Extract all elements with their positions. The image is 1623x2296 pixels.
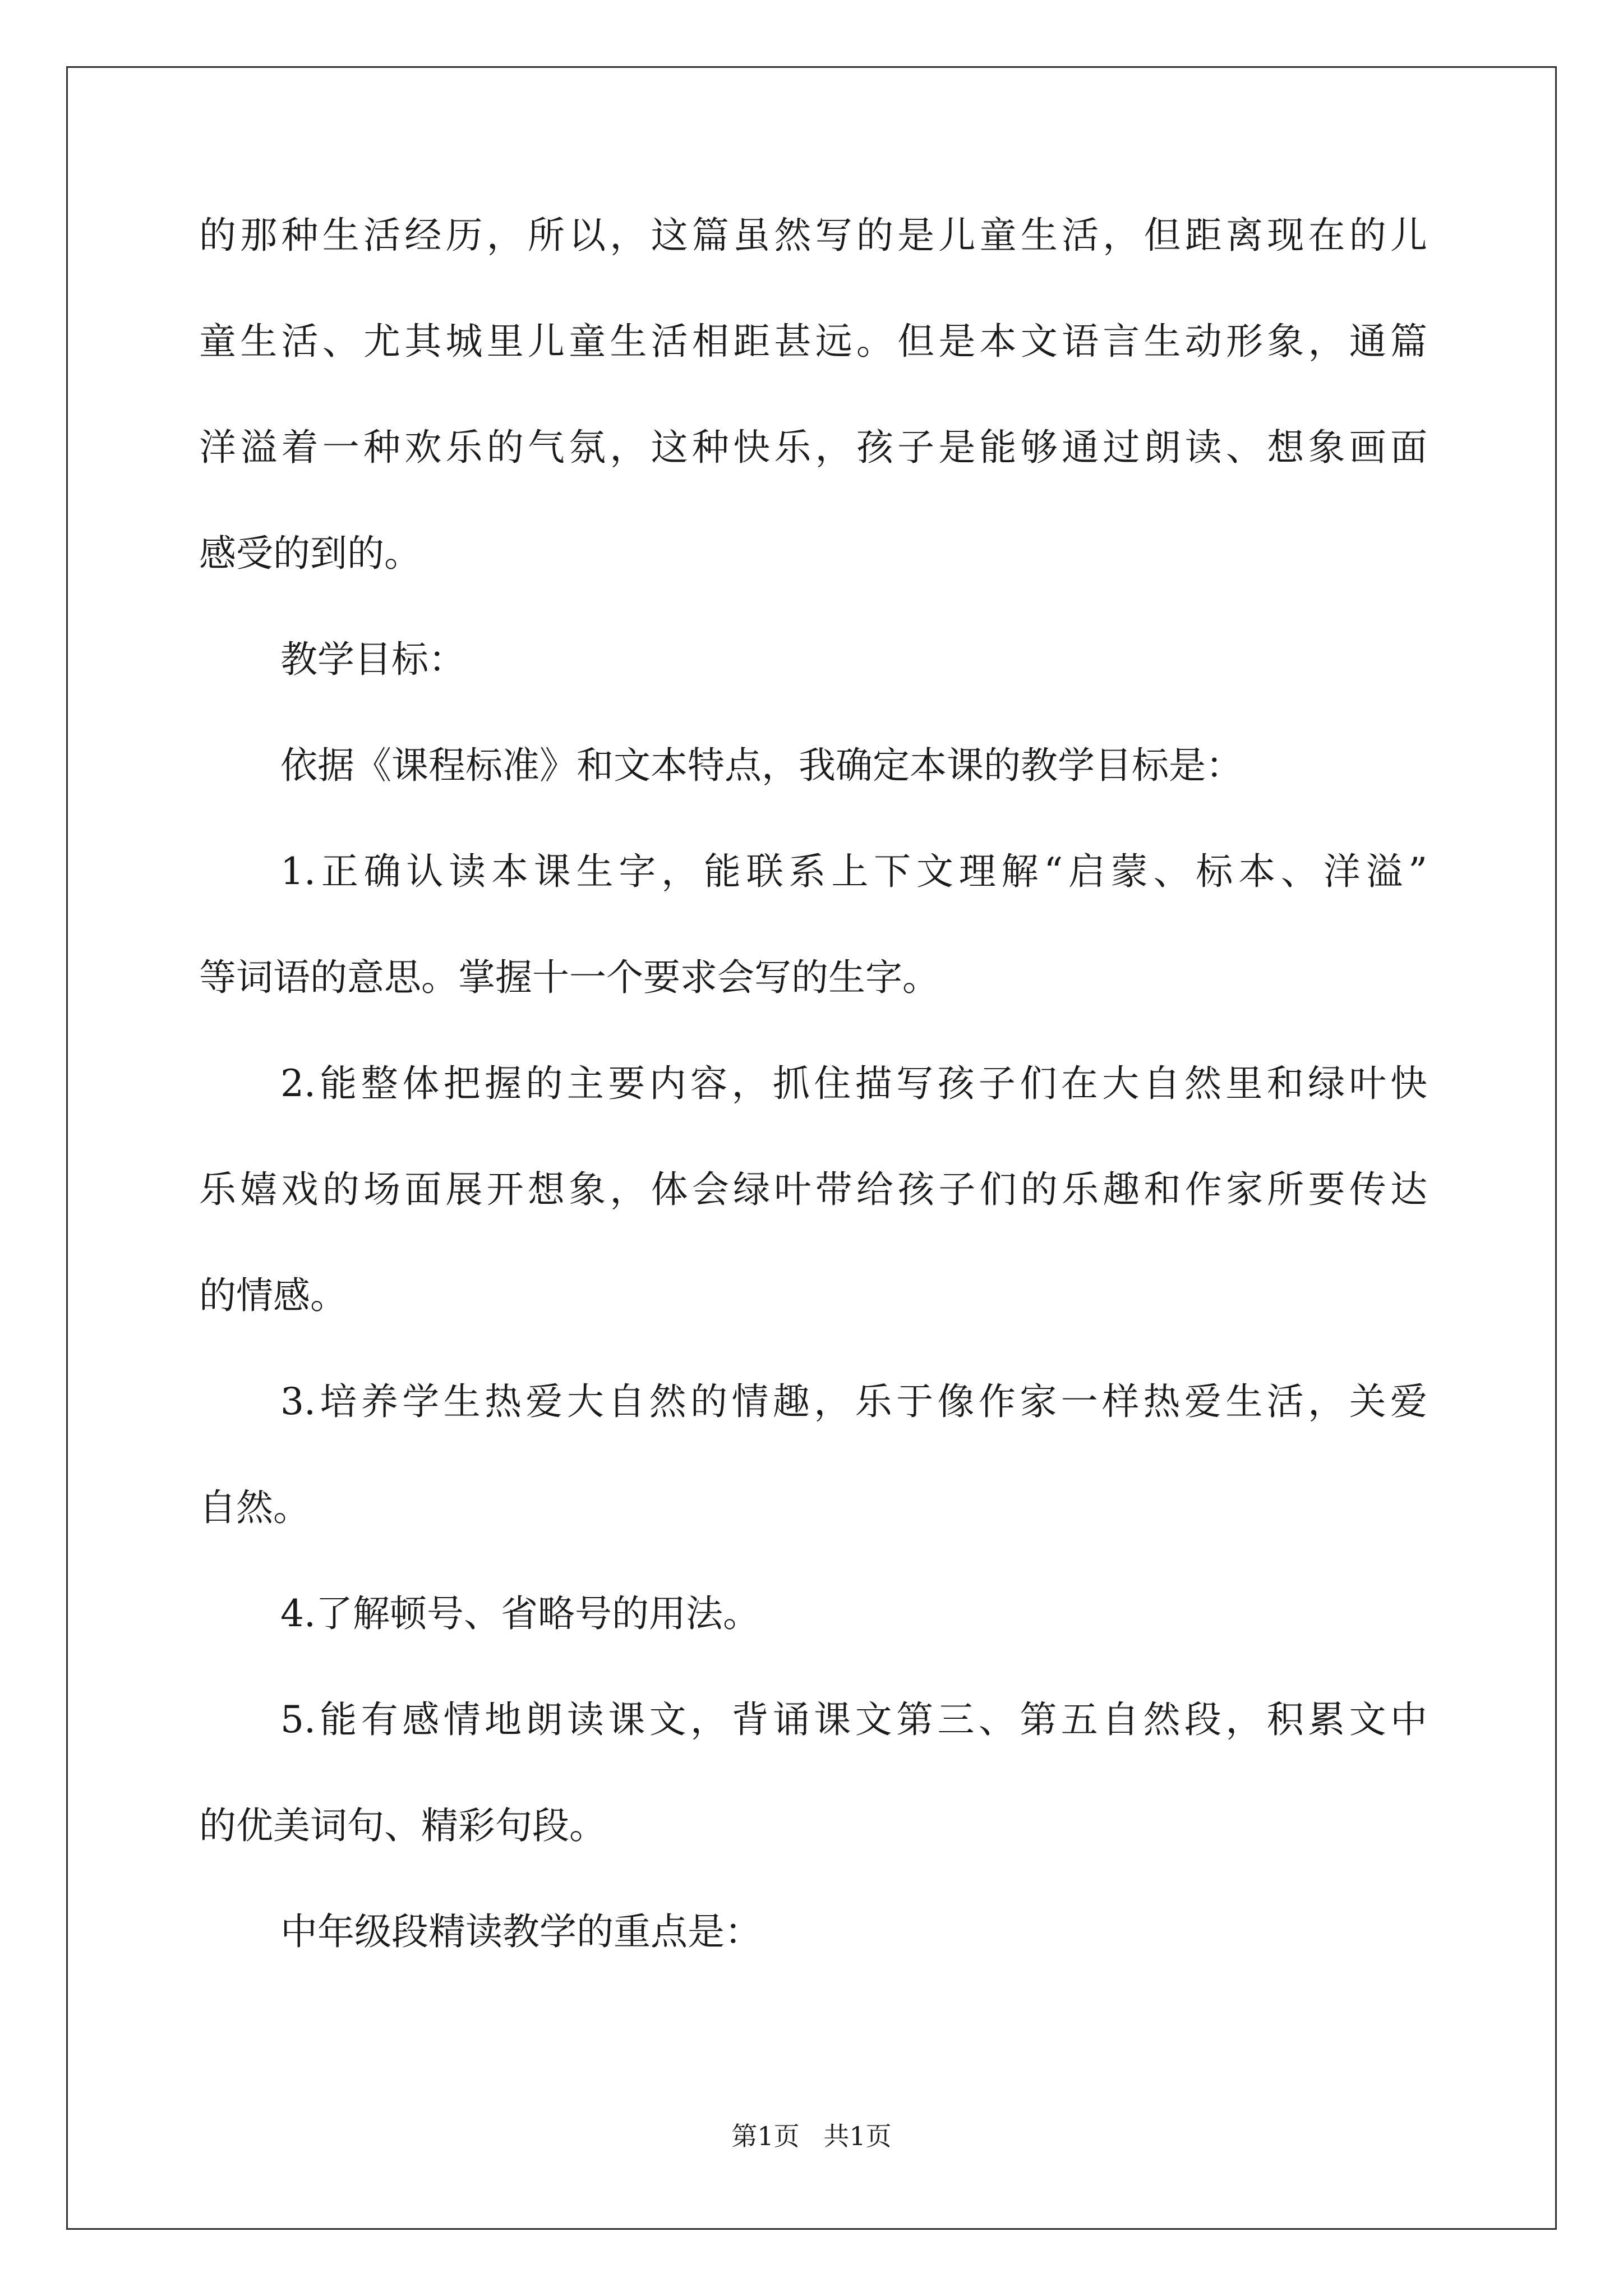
- list-item-2: 2.能整体把握的主要内容，抓住描写孩子们在大自然里和绿叶快: [280, 1062, 1427, 1105]
- page-footer: [0, 2119, 1623, 2153]
- text-line: 依据《课程标准》和文本特点，我确定本课的教学目标是：: [280, 744, 1243, 787]
- text-line: 等词语的意思。掌握十一个要求会写的生字。: [199, 956, 939, 999]
- list-item-4: 4.了解顿号、省略号的用法。: [280, 1592, 760, 1635]
- text-line: 的情感。: [199, 1274, 347, 1317]
- text-line: 洋溢着一种欢乐的气氛，这种快乐，孩子是能够通过朗读、想象画面: [199, 426, 1427, 469]
- text-line: 的那种生活经历，所以，这篇虽然写的是儿童生活，但距离现在的儿: [199, 214, 1427, 257]
- section-heading: 中年级段精读教学的重点是：: [280, 1910, 762, 1953]
- text-line: 的优美词句、精彩句段。: [199, 1804, 606, 1847]
- text-line: 感受的到的。: [199, 532, 421, 575]
- list-item-3: 3.培养学生热爱大自然的情趣，乐于像作家一样热爱生活，关爱: [280, 1380, 1427, 1423]
- page-number: 第1页: [731, 2121, 800, 2151]
- page-total: 共1页: [823, 2121, 892, 2151]
- list-item-1: 1.正确认读本课生字，能联系上下文理解“启蒙、标本、洋溢”: [280, 850, 1427, 893]
- text-line: 乐嬉戏的场面展开想象，体会绿叶带给孩子们的乐趣和作家所要传达: [199, 1168, 1427, 1211]
- text-line: 自然。: [199, 1486, 310, 1529]
- section-heading: 教学目标：: [280, 638, 465, 681]
- page-border: [66, 66, 1557, 2230]
- text-line: 童生活、尤其城里儿童生活相距甚远。但是本文语言生动形象，通篇: [199, 320, 1427, 363]
- list-item-5: 5.能有感情地朗读课文，背诵课文第三、第五自然段，积累文中: [280, 1698, 1427, 1741]
